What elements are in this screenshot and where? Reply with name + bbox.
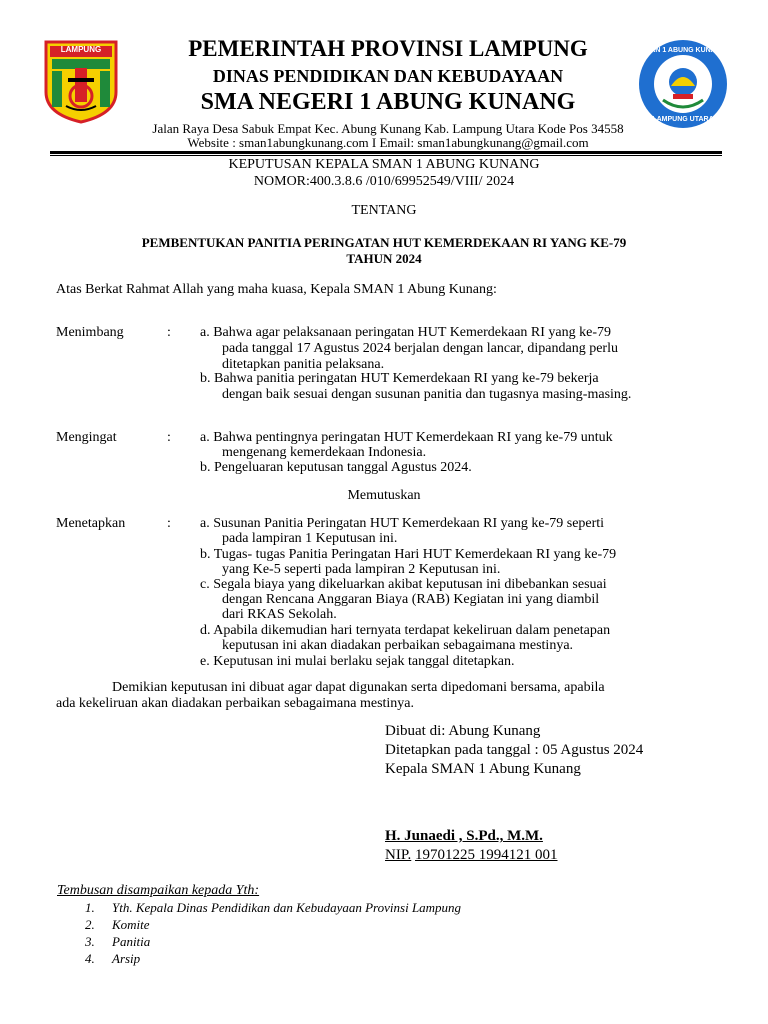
cc-item-number: 4. bbox=[85, 951, 95, 966]
letterhead-department: DINAS PENDIDIKAN DAN KEBUDAYAAN bbox=[212, 66, 564, 86]
menetapkan-point-d-line2: keputusan ini akan diadakan perbaikan sebagaimana mestinya. bbox=[222, 638, 574, 653]
cc-item-number: 2. bbox=[85, 917, 95, 932]
cc-item bbox=[85, 934, 150, 950]
menetapkan-point-d-line1: d. Apabila dikemudian hari ternyata terdapat kekeliruan dalam penetapan bbox=[200, 623, 611, 638]
menimbang-point-b-line2: dengan baik sesuai dengan susunan panitia dan tugasnya masing-masing. bbox=[222, 387, 632, 402]
signatory-name: H. Junaedi , S.Pd., M.M. bbox=[385, 828, 543, 844]
menimbang-point-a-line1: a. Bahwa agar pelaksanaan peringatan HUT Kemerdekaan RI yang ke-79 bbox=[200, 325, 612, 340]
cc-item-text: Arsip bbox=[112, 951, 141, 966]
cc-item bbox=[85, 951, 140, 967]
signature-place: Dibuat di: Abung Kunang bbox=[385, 723, 541, 739]
cc-item-number: 1. bbox=[85, 900, 95, 915]
cc-item-text: Panitia bbox=[112, 934, 151, 949]
cc-item bbox=[85, 900, 461, 916]
mengingat-colon: : bbox=[167, 430, 171, 445]
memutuskan-heading: Memutuskan bbox=[347, 488, 421, 503]
menimbang-point-a-line3: ditetapkan panitia pelaksana. bbox=[222, 357, 385, 372]
menimbang-label: Menimbang bbox=[56, 325, 124, 340]
left-logo-text: LAMPUNG bbox=[60, 45, 102, 54]
decree-subject-line2: TAHUN 2024 bbox=[346, 251, 422, 266]
menetapkan-point-a-line2: pada lampiran 1 Keputusan ini. bbox=[222, 531, 398, 546]
closing-line2: ada kekeliruan akan diadakan perbaikan sebagaimana mestinya. bbox=[56, 696, 415, 711]
cc-item-text: Komite bbox=[112, 917, 150, 932]
decree-about: TENTANG bbox=[351, 203, 417, 218]
menimbang-point-b-line1: b. Bahwa panitia peringatan HUT Kemerdekaan RI yang ke-79 bekerja bbox=[200, 371, 599, 386]
closing-line1: Demikian keputusan ini dibuat agar dapat digunakan serta dipedomani bersama, apabila bbox=[112, 680, 605, 695]
nip-value: 19701225 1994121 001 bbox=[415, 847, 558, 863]
signature-position: Kepala SMAN 1 Abung Kunang bbox=[385, 761, 581, 777]
letterhead-government: PEMERINTAH PROVINSI LAMPUNG bbox=[188, 36, 588, 61]
menimbang-point-a-line2: pada tanggal 17 Agustus 2024 berjalan dengan lancar, dipandang perlu bbox=[222, 341, 618, 356]
menetapkan-point-c-line3: dari RKAS Sekolah. bbox=[222, 607, 337, 622]
left-logo bbox=[44, 40, 118, 124]
mengingat-point-a-line2: mengenang kemerdekaan Indonesia. bbox=[222, 445, 427, 460]
letterhead-school: SMA NEGERI 1 ABUNG KUNANG bbox=[200, 89, 576, 115]
signatory-nip bbox=[385, 847, 558, 864]
letterhead-contact: Website : sman1abungkunang.com I Email: sman1abungkunang@gmail.com bbox=[187, 135, 589, 150]
menetapkan-point-b-line2: yang Ke-5 seperti pada lampiran 2 Keputusan ini. bbox=[222, 562, 501, 577]
right-logo bbox=[637, 38, 729, 130]
letterhead-address: Jalan Raya Desa Sabuk Empat Kec. Abung Kunang Kab. Lampung Utara Kode Pos 34558 bbox=[152, 121, 624, 136]
cc-title: Tembusan disampaikan kepada Yth: bbox=[57, 883, 260, 898]
menetapkan-colon: : bbox=[167, 516, 171, 531]
menimbang-colon: : bbox=[167, 325, 171, 340]
decree-number: NOMOR:400.3.8.6 /010/69952549/VIII/ 2024 bbox=[253, 174, 515, 189]
cc-item bbox=[85, 917, 150, 933]
menetapkan-point-c-line2: dengan Rencana Anggaran Biaya (RAB) Kegiatan ini yang diambil bbox=[222, 592, 600, 607]
menetapkan-label: Menetapkan bbox=[56, 516, 126, 531]
menetapkan-point-a-line1: a. Susunan Panitia Peringatan HUT Kemerdekaan RI yang ke-79 seperti bbox=[200, 516, 605, 531]
menetapkan-point-e-line1: e. Keputusan ini mulai berlaku sejak tanggal ditetapkan. bbox=[200, 654, 515, 669]
header-divider-thin bbox=[50, 155, 722, 156]
cc-item-number: 3. bbox=[85, 934, 95, 949]
mengingat-point-a-line1: a. Bahwa pentingnya peringatan HUT Kemerdekaan RI yang ke-79 untuk bbox=[200, 430, 613, 445]
right-logo-bottom-text: LAMPUNG UTARA bbox=[652, 116, 714, 123]
menetapkan-point-c-line1: c. Segala biaya yang dikeluarkan akibat keputusan ini dibebankan sesuai bbox=[200, 577, 607, 592]
mengingat-point-b-line1: b. Pengeluaran keputusan tanggal Agustus 2024. bbox=[200, 460, 472, 475]
cc-item-text: Yth. Kepala Dinas Pendidikan dan Kebudayaan Provinsi Lampung bbox=[112, 900, 462, 915]
mengingat-label: Mengingat bbox=[56, 430, 117, 445]
menetapkan-point-b-line1: b. Tugas- tugas Panitia Peringatan Hari HUT Kemerdekaan RI yang ke-79 bbox=[200, 547, 617, 562]
decree-title: KEPUTUSAN KEPALA SMAN 1 ABUNG KUNANG bbox=[228, 157, 540, 172]
decree-subject-line1: PEMBENTUKAN PANITIA PERINGATAN HUT KEMERDEKAAN RI YANG KE-79 bbox=[141, 235, 627, 250]
right-logo-top-text: SMAN 1 ABUNG KUNANG bbox=[639, 47, 727, 54]
header-divider-thick bbox=[50, 151, 722, 154]
signature-date: Ditetapkan pada tanggal : 05 Agustus 2024 bbox=[385, 742, 644, 758]
decree-opening: Atas Berkat Rahmat Allah yang maha kuasa, Kepala SMAN 1 Abung Kunang: bbox=[56, 282, 497, 297]
nip-label: NIP. bbox=[385, 847, 412, 863]
